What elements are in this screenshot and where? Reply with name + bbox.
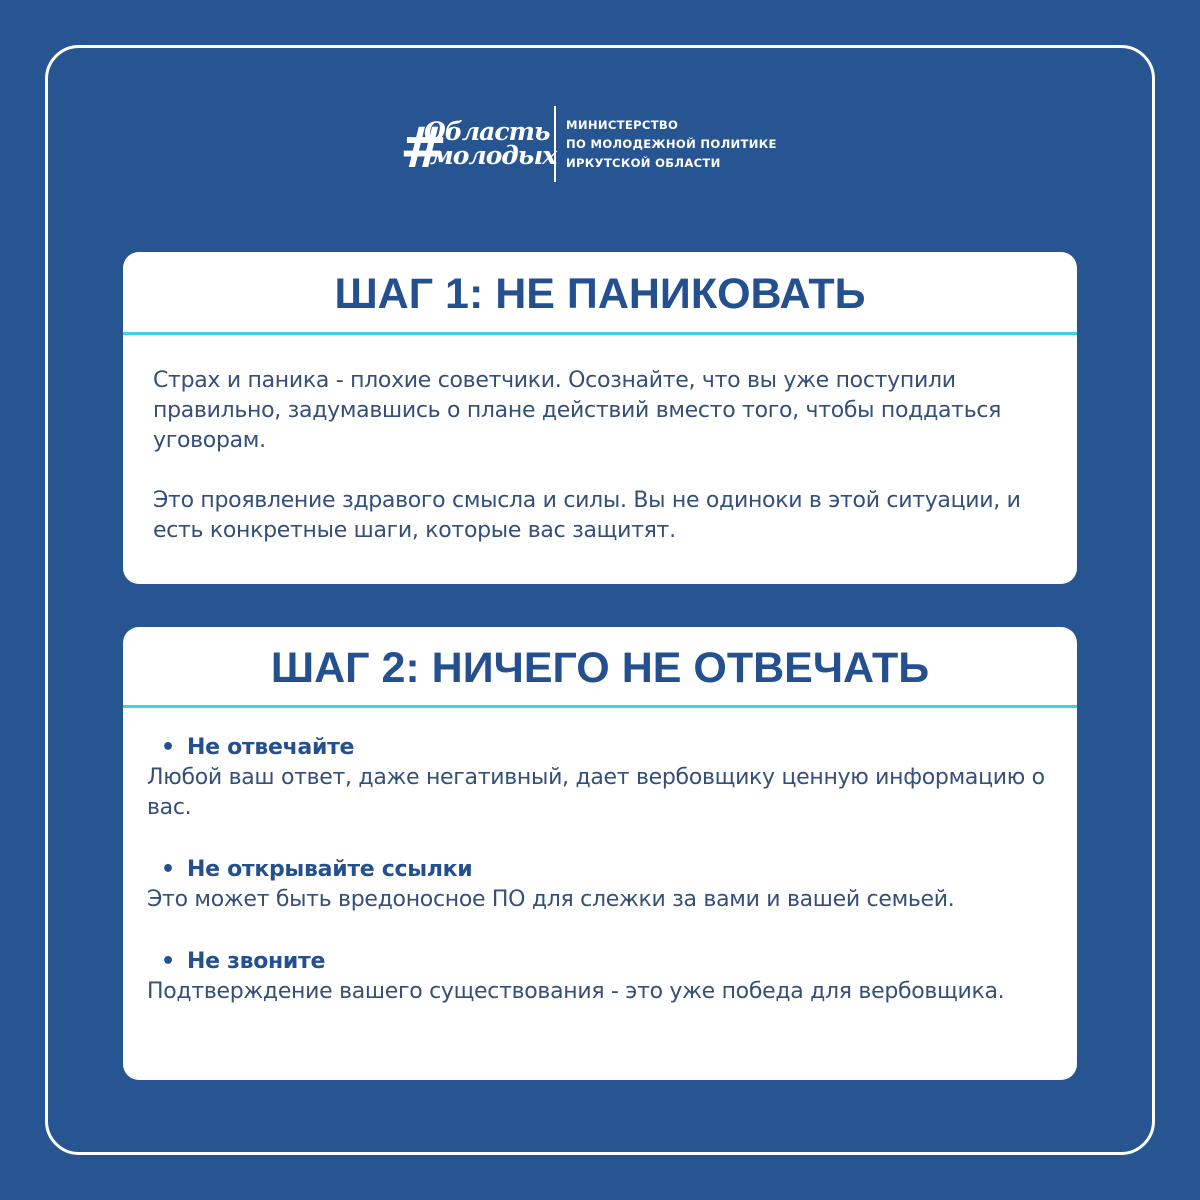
step-1-card bbox=[123, 252, 1077, 584]
step-1-paragraph: Страх и паника - плохие советчики. Осознайте, что вы уже поступили правильно, задумавшись о плане действий вместо того, чтобы поддаться уговорам. bbox=[153, 368, 1002, 453]
step-1-paragraph: Это проявление здравого смысла и силы. Вы не одиноки в этой ситуации, и есть конкретные шаги, которые вас защитят. bbox=[153, 488, 1021, 543]
bullet-icon: • bbox=[161, 949, 175, 974]
wordmark-line-2: молодых bbox=[430, 141, 557, 170]
step-2-card bbox=[123, 627, 1077, 1080]
ministry-name-line: МИНИСТЕРСТВО bbox=[566, 117, 679, 132]
step-2-title: ШАГ 2: НИЧЕГО НЕ ОТВЕЧАТЬ bbox=[270, 644, 930, 692]
bullet-icon: • bbox=[161, 857, 175, 882]
ministry-name-line: ИРКУТСКОЙ ОБЛАСТИ bbox=[566, 155, 721, 170]
item-text: Любой ваш ответ, даже негативный, дает вербовщику ценную информацию о вас. bbox=[147, 765, 1045, 820]
step-2-body bbox=[123, 708, 1077, 1007]
step-1-body bbox=[123, 335, 1077, 546]
ministry-name bbox=[566, 116, 777, 173]
ministry-name-line: ПО МОЛОДЕЖНОЙ ПОЛИТИКЕ bbox=[566, 136, 777, 151]
ministry-logo bbox=[400, 104, 777, 184]
item-heading: Не звоните bbox=[187, 949, 326, 974]
hashtag-icon: # bbox=[400, 115, 447, 182]
item-heading: Не отвечайте bbox=[187, 735, 355, 760]
item-text: Подтверждение вашего существования - это уже победа для вербовщика. bbox=[147, 979, 1005, 1004]
step-1-title: ШАГ 1: НЕ ПАНИКОВАТЬ bbox=[334, 270, 866, 318]
wordmark-line-1: Область bbox=[424, 117, 550, 147]
bullet-icon: • bbox=[161, 735, 175, 760]
oblast-molodykh-wordmark bbox=[400, 115, 557, 182]
item-heading: Не открывайте ссылки bbox=[187, 857, 473, 882]
list-item bbox=[147, 733, 1049, 823]
list-item bbox=[147, 947, 1049, 1007]
list-item bbox=[147, 855, 1049, 915]
item-text: Это может быть вредоносное ПО для слежки за вами и вашей семьей. bbox=[147, 887, 955, 912]
